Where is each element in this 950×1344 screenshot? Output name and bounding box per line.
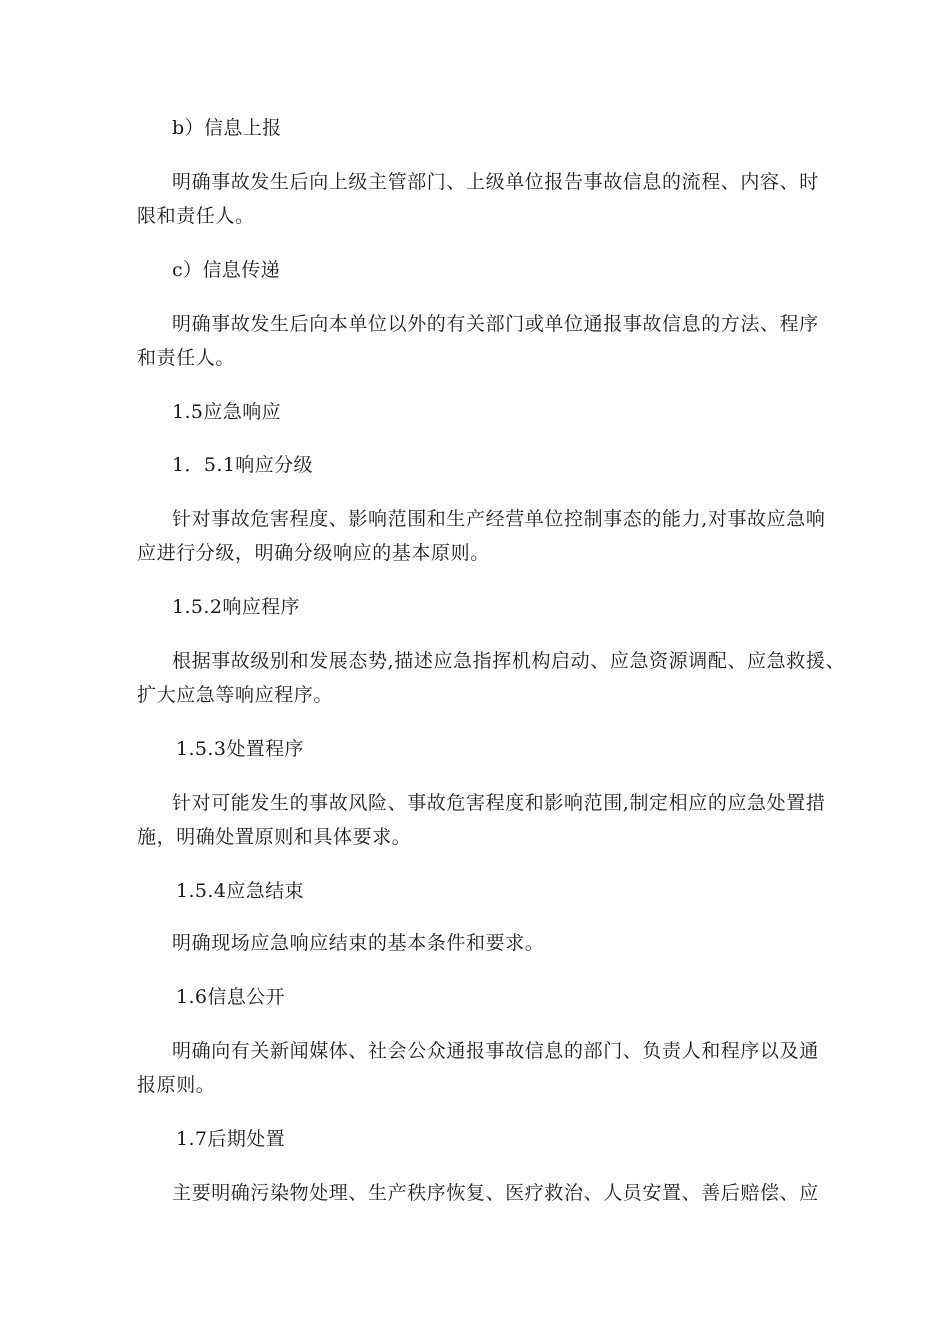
- section-heading-1-5-3: 1.5.3处置程序: [176, 738, 304, 760]
- paragraph-line: 施，明确处置原则和具体要求。: [137, 826, 412, 848]
- paragraph-line: 报原则。: [137, 1074, 216, 1096]
- section-heading-1-5-4: 1.5.4应急结束: [176, 880, 304, 902]
- paragraph-line: 应进行分级，明确分级响应的基本原则。: [137, 542, 490, 564]
- paragraph-line: 明确事故发生后向上级主管部门、上级单位报告事故信息的流程、内容、时: [172, 171, 819, 193]
- paragraph-line: 明确现场应急响应结束的基本条件和要求。: [172, 932, 545, 954]
- section-heading-b: b）信息上报: [172, 117, 282, 139]
- section-heading-1-7: 1.7后期处置: [176, 1128, 286, 1150]
- paragraph-line: 针对可能发生的事故风险、事故危害程度和影响范围,制定相应的应急处置措: [172, 792, 826, 814]
- paragraph-line: 根据事故级别和发展态势,描述应急指挥机构启动、应急资源调配、应急救援、: [172, 650, 846, 672]
- paragraph-line: 明确向有关新闻媒体、社会公众通报事故信息的部门、负责人和程序以及通: [172, 1040, 819, 1062]
- section-heading-1-6: 1.6信息公开: [176, 986, 286, 1008]
- section-heading-c: c）信息传递: [172, 259, 281, 281]
- paragraph-line: 针对事故危害程度、影响范围和生产经营单位控制事态的能力,对事故应急响: [172, 508, 826, 530]
- section-heading-1-5-2: 1.5.2响应程序: [172, 596, 300, 618]
- paragraph-line: 扩大应急等响应程序。: [137, 684, 334, 706]
- section-heading-1-5: 1.5应急响应: [172, 401, 282, 423]
- paragraph-line: 和责任人。: [137, 347, 236, 369]
- paragraph-line: 明确事故发生后向本单位以外的有关部门或单位通报事故信息的方法、程序: [172, 313, 819, 335]
- section-heading-1-5-1: 1．5.1响应分级: [172, 454, 313, 476]
- paragraph-line: 限和责任人。: [137, 205, 255, 227]
- paragraph-line: 主要明确污染物处理、生产秩序恢复、医疗救治、人员安置、善后赔偿、应: [172, 1182, 819, 1204]
